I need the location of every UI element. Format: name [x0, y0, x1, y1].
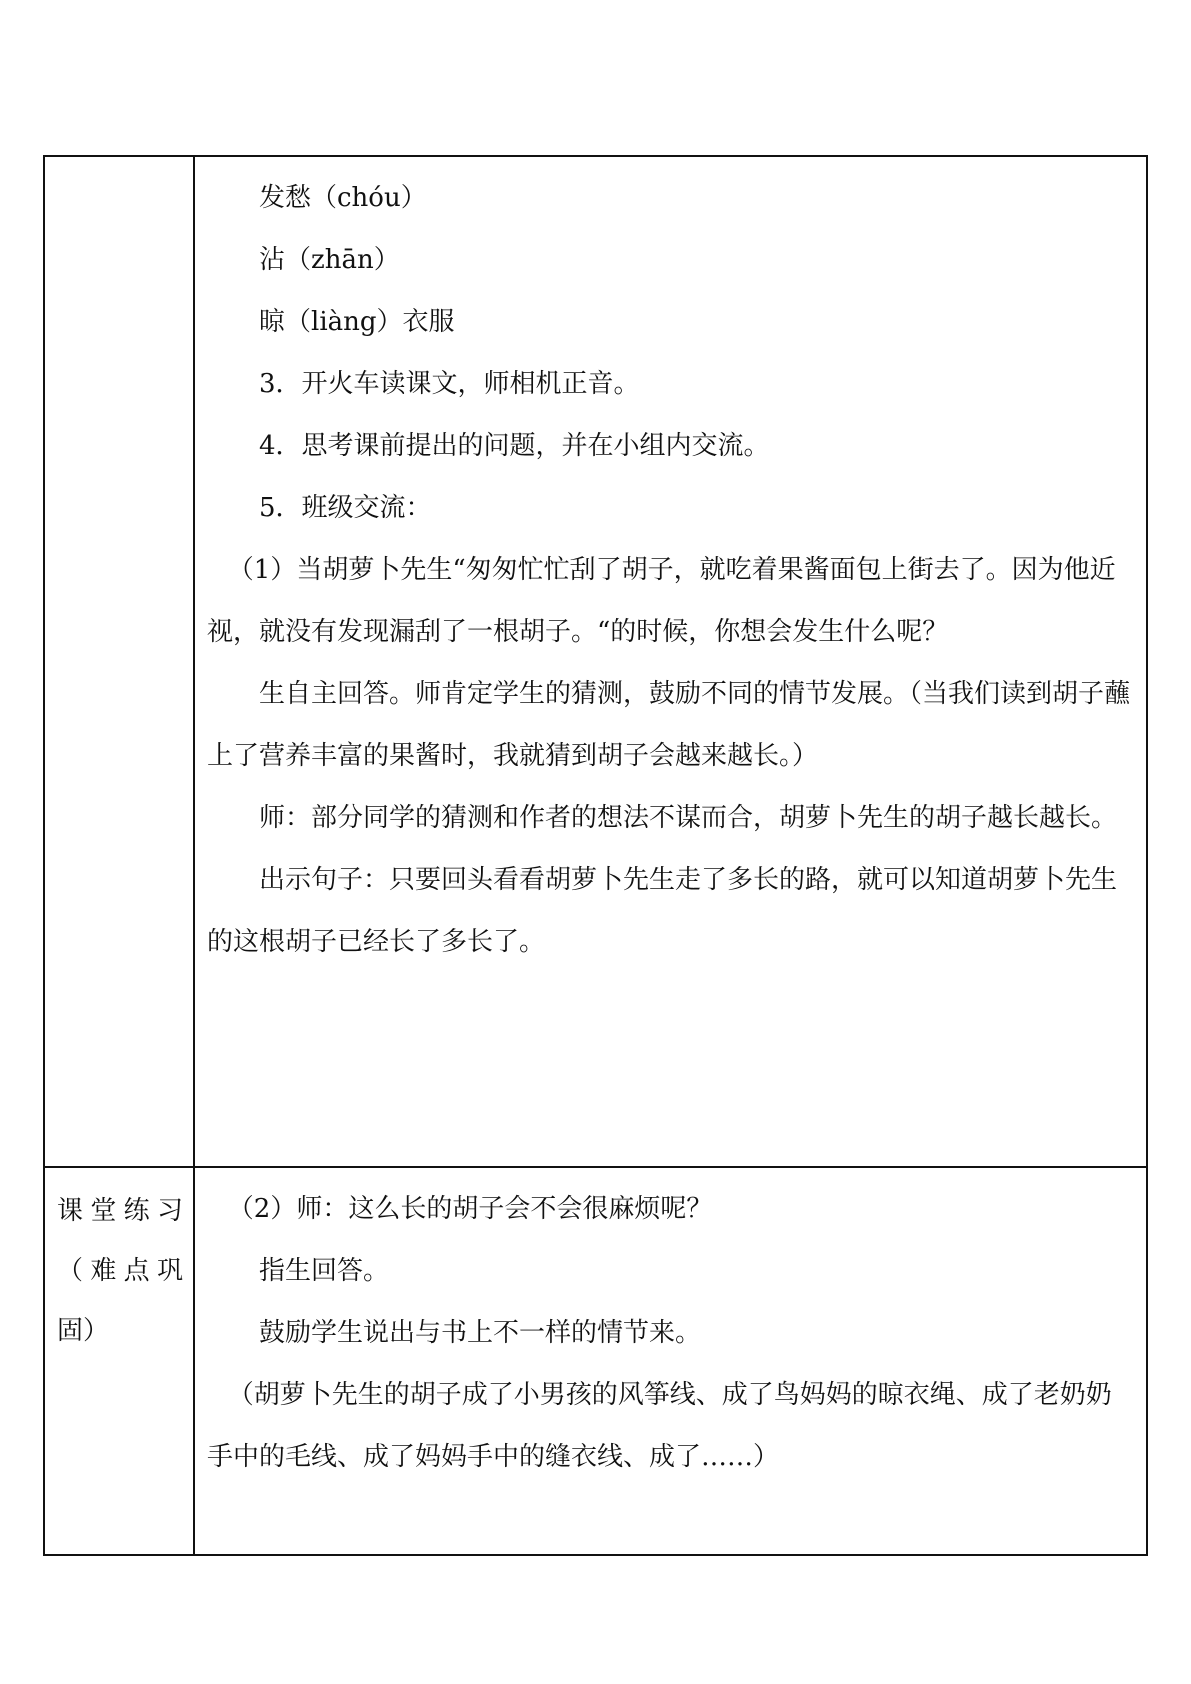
content-paragraph: （胡萝卜先生的胡子成了小男孩的风筝线、成了鸟妈妈的晾衣绳、成了老奶奶手中的毛线、成了妈妈手中的缝衣线、成了……） — [207, 1380, 1112, 1472]
content-paragraph: 指生回答。 — [259, 1256, 390, 1286]
content-paragraph: 5．班级交流： — [259, 493, 432, 523]
row-label-line: 课堂练习 — [57, 1196, 183, 1226]
content-paragraph: （2）师：这么长的胡子会不会很麻烦呢？ — [227, 1194, 713, 1224]
content-paragraph: 生自主回答。师肯定学生的猜测，鼓励不同的情节发展。（当我们读到胡子蘸上了营养丰富的果酱时，我就猜到胡子会越来越长。） — [207, 679, 1131, 771]
row-content-cell — [194, 1167, 1147, 1555]
table-row — [44, 1167, 1147, 1555]
content-paragraph: 3．开火车读课文，师相机正音。 — [259, 369, 640, 399]
row-content-cell — [194, 156, 1147, 1167]
content-paragraph: 出示句子：只要回头看看胡萝卜先生走了多长的路，就可以知道胡萝卜先生的这根胡子已经长了多长了。 — [207, 865, 1118, 957]
content-paragraph: 4．思考课前提出的问题，并在小组内交流。 — [259, 431, 770, 461]
content-paragraph: （1）当胡萝卜先生“匆匆忙忙刮了胡子，就吃着果酱面包上街去了。因为他近视，就没有发现漏刮了一根胡子。“的时候，你想会发生什么呢？ — [207, 555, 1116, 647]
table-row — [44, 156, 1147, 1167]
content-paragraph: 发愁（chóu） — [259, 183, 427, 213]
row-label-line: 固） — [57, 1316, 110, 1346]
lesson-plan-table — [43, 155, 1148, 1556]
content-paragraph: 沾（zhān） — [259, 245, 400, 275]
row-label-cell — [44, 1167, 194, 1555]
content-paragraph: 师：部分同学的猜测和作者的想法不谋而合，胡萝卜先生的胡子越长越长。 — [259, 803, 1118, 833]
row-label-cell — [44, 156, 194, 1167]
content-paragraph: 鼓励学生说出与书上不一样的情节来。 — [259, 1318, 702, 1348]
content-paragraph: 晾（liàng）衣服 — [259, 307, 455, 337]
row-label-line: （难点巩 — [57, 1256, 183, 1286]
